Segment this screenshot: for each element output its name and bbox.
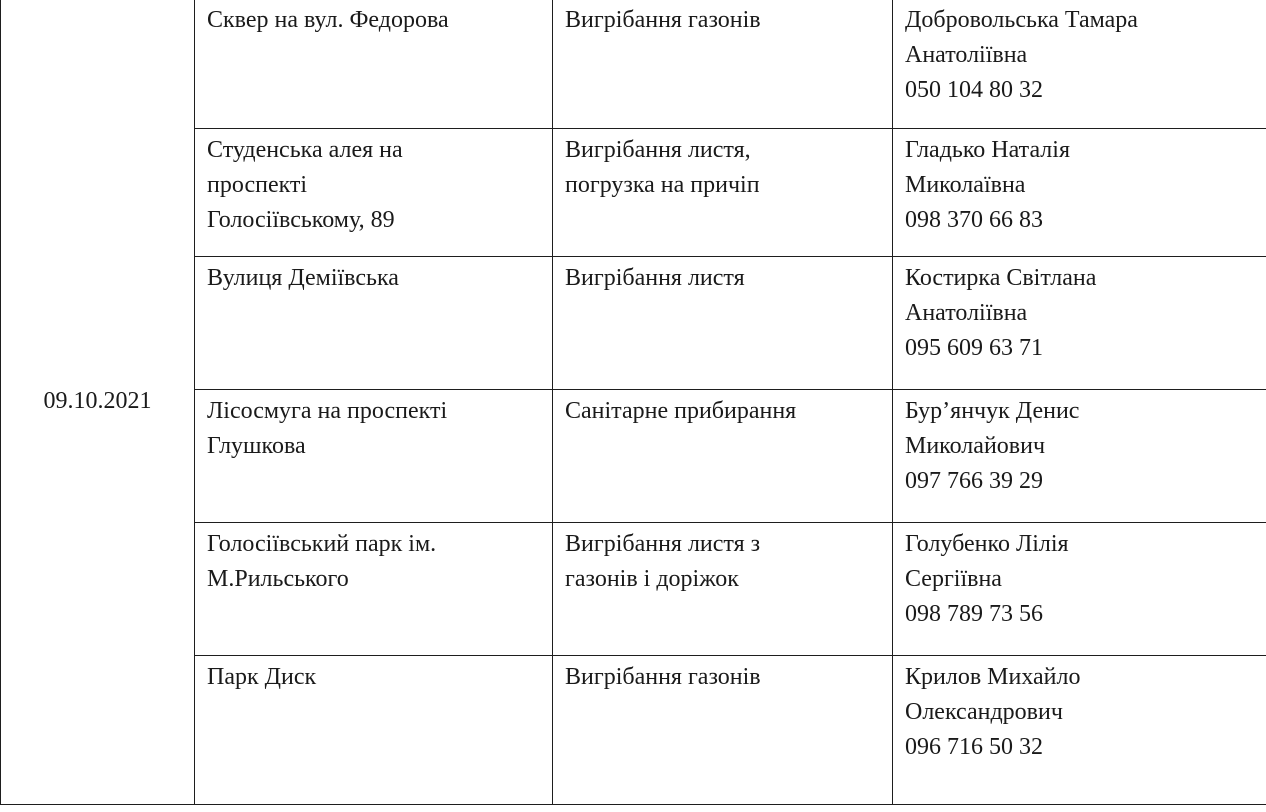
contact-phone: 098 370 66 83 [905,207,1043,233]
contact-phone: 095 609 63 71 [905,335,1043,361]
contact-name: Костирка Світлана [905,265,1097,291]
location-text: Студенська алея на [207,137,403,163]
work-cell [553,656,893,805]
work-text: Вигрібання листя з [565,531,761,557]
work-cell [553,0,893,129]
work-text: Вигрібання листя [565,265,745,291]
work-text: Вигрібання листя, [565,137,751,163]
contact-cell [893,523,1266,656]
location-text: проспекті [207,172,308,198]
contact-name: Крилов Михайло [905,664,1081,690]
contact-cell [893,129,1266,257]
contact-cell [893,0,1266,129]
location-text: Глушкова [207,433,306,459]
work-cell [553,129,893,257]
work-text: Санітарне прибирання [565,398,797,424]
location-cell [195,257,553,390]
location-text: Сквер на вул. Федорова [207,7,449,33]
work-text: Вигрібання газонів [565,7,761,33]
work-cell [553,257,893,390]
location-cell [195,656,553,805]
work-cell [553,390,893,523]
contact-name: Анатоліївна [905,42,1028,68]
location-text: М.Рильського [207,566,349,592]
contact-cell [893,656,1266,805]
contact-cell [893,390,1266,523]
location-cell [195,390,553,523]
work-text: Вигрібання газонів [565,664,761,690]
contact-name: Олександрович [905,699,1063,725]
contact-name: Добровольська Тамара [905,7,1138,33]
contact-cell [893,257,1266,390]
work-cell [553,523,893,656]
contact-phone: 098 789 73 56 [905,601,1043,627]
location-text: Голосіївський парк ім. [207,531,437,557]
contact-name: Гладько Наталія [905,137,1070,163]
contact-name: Анатоліївна [905,300,1028,326]
location-cell [195,0,553,129]
contact-phone: 050 104 80 32 [905,77,1043,103]
event-date: 09.10.2021 [43,388,152,414]
contact-phone: 096 716 50 32 [905,734,1043,760]
contact-name: Миколайович [905,433,1046,459]
work-text: погрузка на причіп [565,172,760,198]
location-text: Парк Диск [207,664,317,690]
location-cell [195,129,553,257]
contact-name: Сергіївна [905,566,1002,592]
location-text: Голосіївському, 89 [207,207,395,233]
location-text: Лісосмуга на проспекті [207,398,448,424]
location-text: Вулиця Деміївська [207,265,399,291]
contact-name: Голубенко Лілія [905,531,1069,557]
contact-name: Миколаївна [905,172,1026,198]
table-row [1,0,1266,129]
work-text: газонів і доріжок [565,566,739,592]
contact-name: Бур’янчук Денис [905,398,1080,424]
date-cell [1,0,195,805]
contact-phone: 097 766 39 29 [905,468,1043,494]
location-cell [195,523,553,656]
